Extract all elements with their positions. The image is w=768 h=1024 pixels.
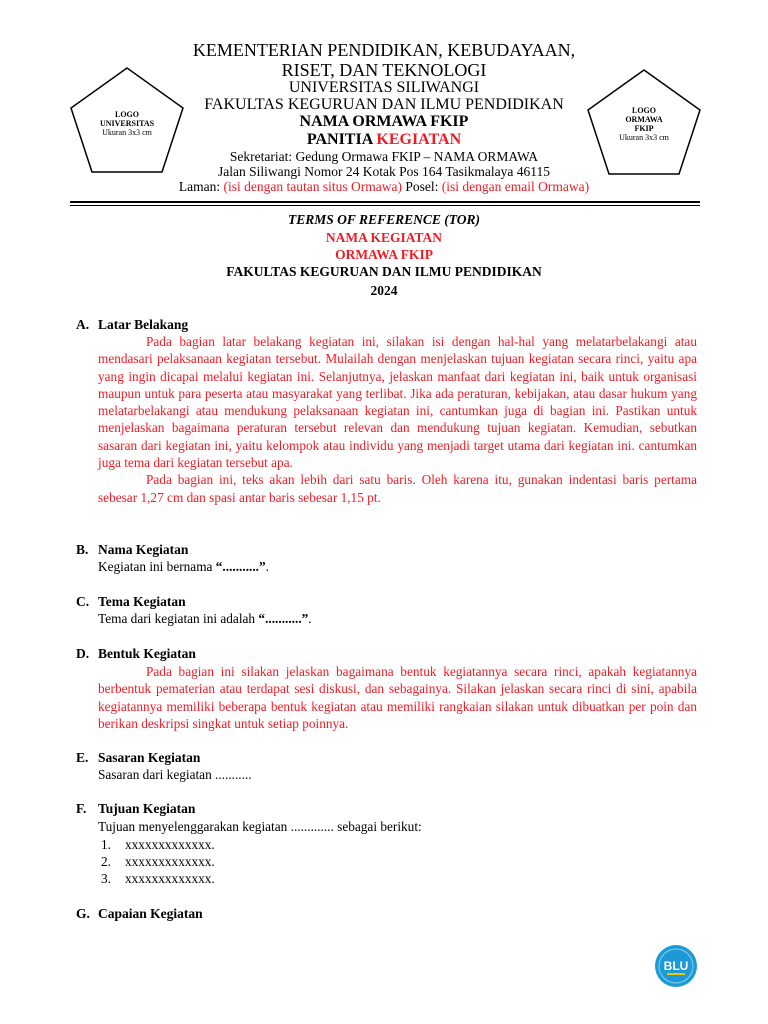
posel-label: Posel:	[401, 179, 442, 194]
letterhead-divider-thick	[70, 201, 700, 203]
text-suffix: .	[265, 559, 269, 574]
section-title: Latar Belakang	[98, 317, 189, 332]
list-text: xxxxxxxxxxxxx.	[125, 871, 215, 886]
logo-right-line1: LOGO	[631, 106, 656, 115]
text-prefix: Tema dari kegiatan ini adalah	[98, 611, 259, 626]
text-suffix: .	[308, 611, 312, 626]
logo-left-line1: LOGO	[114, 110, 139, 119]
section-letter: C.	[76, 594, 90, 609]
letterhead-ormawa: NAMA ORMAWA FKIP	[299, 113, 469, 130]
doc-title-tor: TERMS OF REFERENCE (TOR)	[288, 212, 480, 227]
list-number: 1.	[101, 837, 111, 852]
section-title: Bentuk Kegiatan	[98, 646, 196, 661]
doc-title-nama-kegiatan: NAMA KEGIATAN	[325, 230, 443, 245]
doc-title-year: 2024	[370, 283, 398, 298]
section-title: Tema Kegiatan	[98, 594, 186, 609]
list-text: xxxxxxxxxxxxx.	[125, 854, 215, 869]
section-a-paragraph-2: Pada bagian ini, teks akan lebih dari satu baris. Oleh karena itu, gunakan indentasi baris pertama sebesar 1,27 cm dan spasi antar baris sebesar 1,15 pt.	[98, 472, 697, 505]
letterhead-divider-thin	[70, 205, 700, 206]
letterhead-university: UNIVERSITAS SILIWANGI	[288, 79, 480, 96]
laman-value: (isi dengan tautan situs Ormawa)	[223, 179, 402, 194]
doc-title-fakultas: FAKULTAS KEGURUAN DAN ILMU PENDIDIKAN	[226, 264, 542, 279]
list-item	[101, 854, 215, 870]
section-title: Nama Kegiatan	[98, 542, 189, 557]
logo-right-size: Ukuran 3x3 cm	[619, 133, 669, 142]
section-title: Capaian Kegiatan	[98, 906, 203, 921]
text-placeholder: “...........”	[258, 611, 309, 626]
letterhead-panitia	[0, 131, 768, 149]
blu-logo-text: BLU	[663, 959, 689, 973]
logo-right-line2: ORMAWA	[625, 115, 663, 124]
text-prefix: Kegiatan ini bernama	[98, 559, 216, 574]
text-placeholder: “...........”	[215, 559, 266, 574]
section-b-heading	[76, 542, 188, 558]
laman-label: Laman:	[178, 179, 224, 194]
section-g-heading	[76, 906, 203, 922]
letterhead-alamat: Jalan Siliwangi Nomor 24 Kotak Pos 164 Tasikmalaya 46115	[217, 164, 551, 179]
section-letter: G.	[76, 906, 90, 921]
section-a-body	[98, 333, 697, 506]
section-d-heading	[76, 646, 196, 662]
logo-left-size: Ukuran 3x3 cm	[102, 128, 152, 137]
blu-logo-icon	[654, 944, 698, 988]
list-number: 2.	[101, 854, 111, 869]
section-d-body	[98, 663, 697, 732]
letterhead-sekretariat: Sekretariat: Gedung Ormawa FKIP – NAMA ORMAWA	[229, 149, 539, 164]
letterhead-ministry-line1: KEMENTERIAN PENDIDIKAN, KEBUDAYAAN,	[192, 40, 576, 60]
logo-right-line3: FKIP	[634, 124, 654, 133]
letterhead-contact	[0, 179, 768, 195]
section-letter: E.	[76, 750, 89, 765]
section-title: Tujuan Kegiatan	[98, 801, 196, 816]
section-letter: B.	[76, 542, 89, 557]
letterhead-ministry-line2: RISET, DAN TEKNOLOGI	[281, 60, 487, 80]
section-c-text	[98, 611, 312, 627]
list-item	[101, 871, 215, 887]
section-f-heading	[76, 801, 195, 817]
section-title: Sasaran Kegiatan	[98, 750, 201, 765]
section-d-paragraph-1: Pada bagian ini silakan jelaskan bagaimana bentuk kegiatannya secara rinci, apakah kegiatannya berbentuk pematerian atau terdapat sesi diskusi, dan sebagainya. Silakan jelaskan secara rinci di sini, apabila kegiatannya memiliki beberapa bentuk kegiatan atau memiliki rangkaian silakan untuk dibuatkan per poin dan berikan deskripsi singkat untuk setiap poinnya.	[98, 664, 697, 731]
section-letter: D.	[76, 646, 90, 661]
letterhead-faculty: FAKULTAS KEGURUAN DAN ILMU PENDIDIKAN	[204, 96, 564, 113]
logo-left-line2: UNIVERSITAS	[99, 119, 155, 128]
section-b-text	[98, 559, 269, 575]
section-f-text: Tujuan menyelenggarakan kegiatan ............. sebagai berikut:	[98, 819, 422, 834]
section-e-text: Sasaran dari kegiatan ...........	[98, 767, 252, 782]
section-letter: F.	[76, 801, 87, 816]
list-text: xxxxxxxxxxxxx.	[125, 837, 215, 852]
section-e-heading	[76, 750, 200, 766]
list-number: 3.	[101, 871, 111, 886]
section-a-paragraph-1: Pada bagian latar belakang kegiatan ini, silakan isi dengan hal-hal yang melatarbelakangi atau mendasari pelaksanaan kegiatan tersebut. Mulailah dengan menjelaskan tujuan kegiatan secara rinci, yaitu apa yang ingin dicapai melalui kegiatan ini. Selanjutnya, jelaskan manfaat dari kegiatan ini, baik untuk organisasi maupun untuk para peserta atau masyarakat yang terlibat. Jika ada peraturan, kebijakan, atau dasar hukum yang melatarbelakangi atau mendukung pelaksanaan kegiatan ini, cantumkan juga di bagian ini. Pastikan untuk menjelaskan bagaimana peraturan tersebut relevan dan mendukung tujuan kegiatan. Kemudian, sebutkan sasaran dari kegiatan ini, yaitu kelompok atau individu yang menjadi target utama dari kegiatan ini. cantumkan juga tema dari kegiatan tersebut apa.	[98, 334, 697, 471]
section-c-heading	[76, 594, 186, 610]
section-letter: A.	[76, 317, 90, 332]
list-item	[101, 837, 215, 853]
section-a-heading	[76, 317, 188, 333]
panitia-prefix: PANITIA	[306, 131, 377, 148]
posel-value: (isi dengan email Ormawa)	[441, 179, 590, 194]
doc-title-ormawa: ORMAWA FKIP	[335, 247, 433, 262]
panitia-kegiatan: KEGIATAN	[376, 131, 462, 148]
